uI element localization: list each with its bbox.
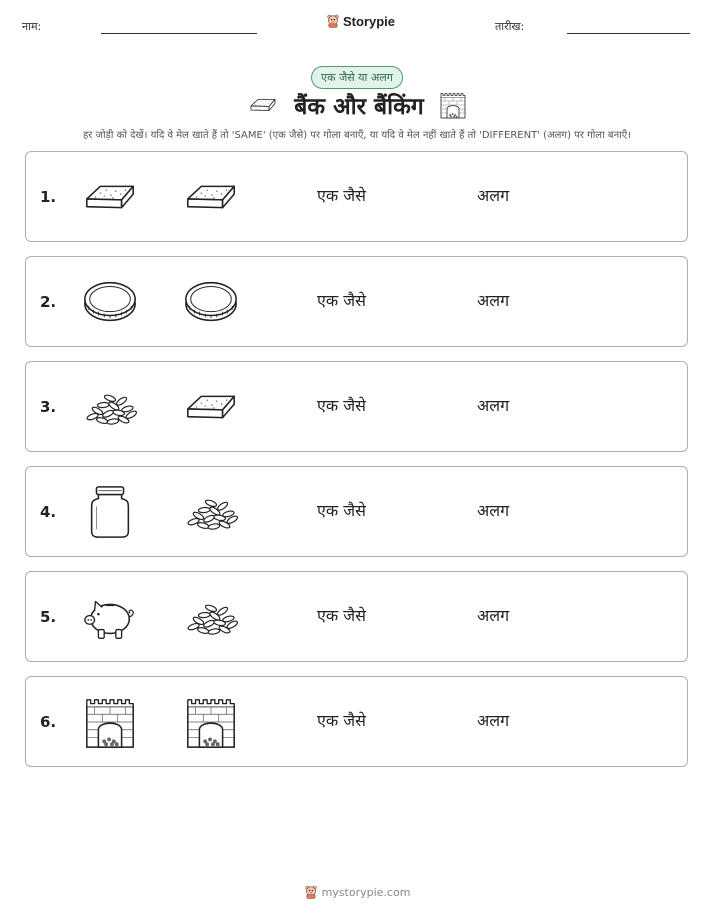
option-same[interactable]: एक जैसे bbox=[317, 606, 366, 625]
bank-vault-icon bbox=[438, 90, 468, 120]
grain-pile-icon bbox=[182, 589, 240, 645]
question-number: 3. bbox=[40, 398, 57, 416]
option-different[interactable]: अलग bbox=[477, 291, 510, 310]
coin-icon bbox=[182, 274, 240, 330]
option-same[interactable]: एक जैसे bbox=[317, 501, 366, 520]
name-label: नाम: bbox=[22, 20, 42, 33]
gold-bar-icon bbox=[246, 91, 280, 119]
option-different[interactable]: अलग bbox=[477, 396, 510, 415]
option-different[interactable]: अलग bbox=[477, 186, 510, 205]
question-6 bbox=[25, 676, 688, 767]
storypie-logo-icon bbox=[326, 13, 340, 29]
title-row bbox=[0, 89, 714, 121]
gold-bar-icon bbox=[182, 169, 240, 225]
question-number: 5. bbox=[40, 608, 57, 626]
option-same[interactable]: एक जैसे bbox=[317, 186, 366, 205]
question-5 bbox=[25, 571, 688, 662]
activity-type-badge: एक जैसे या अलग bbox=[311, 66, 403, 89]
date-field[interactable] bbox=[567, 33, 690, 34]
question-2 bbox=[25, 256, 688, 347]
gold-bar-icon bbox=[182, 379, 240, 435]
question-number: 6. bbox=[40, 713, 57, 731]
footer bbox=[0, 884, 714, 900]
bank-vault-icon bbox=[182, 694, 240, 750]
date-label: तारीख: bbox=[495, 20, 525, 33]
name-field[interactable] bbox=[101, 33, 257, 34]
option-same[interactable]: एक जैसे bbox=[317, 396, 366, 415]
option-same[interactable]: एक जैसे bbox=[317, 711, 366, 730]
grain-pile-icon bbox=[81, 379, 139, 435]
footer-url: mystorypie.com bbox=[321, 885, 411, 899]
option-same[interactable]: एक जैसे bbox=[317, 291, 366, 310]
question-3 bbox=[25, 361, 688, 452]
option-different[interactable]: अलग bbox=[477, 501, 510, 520]
bank-vault-icon bbox=[81, 694, 139, 750]
question-number: 2. bbox=[40, 293, 57, 311]
jar-icon bbox=[81, 484, 139, 540]
gold-bar-icon bbox=[81, 169, 139, 225]
question-1 bbox=[25, 151, 688, 242]
storypie-logo-icon bbox=[304, 884, 318, 900]
grain-pile-icon bbox=[182, 484, 240, 540]
brand-name: Storypie bbox=[343, 13, 396, 29]
instructions: हर जोड़ी को देखें। यदि वे मेल खाते हैं तो 'SAME' (एक जैसे) पर गोला बनाएँ, या यदि वे मेल नहीं खाते हैं तो 'DIFFERENT' (अलग) पर गोला बनाएँ। bbox=[82, 130, 632, 141]
option-different[interactable]: अलग bbox=[477, 606, 510, 625]
option-different[interactable]: अलग bbox=[477, 711, 510, 730]
question-4 bbox=[25, 466, 688, 557]
question-number: 1. bbox=[40, 188, 57, 206]
question-number: 4. bbox=[40, 503, 57, 521]
piggy-bank-icon bbox=[81, 589, 139, 645]
coin-icon bbox=[81, 274, 139, 330]
brand-logo bbox=[326, 13, 395, 29]
page-title: बैंक और बैंकिंग bbox=[294, 94, 424, 120]
